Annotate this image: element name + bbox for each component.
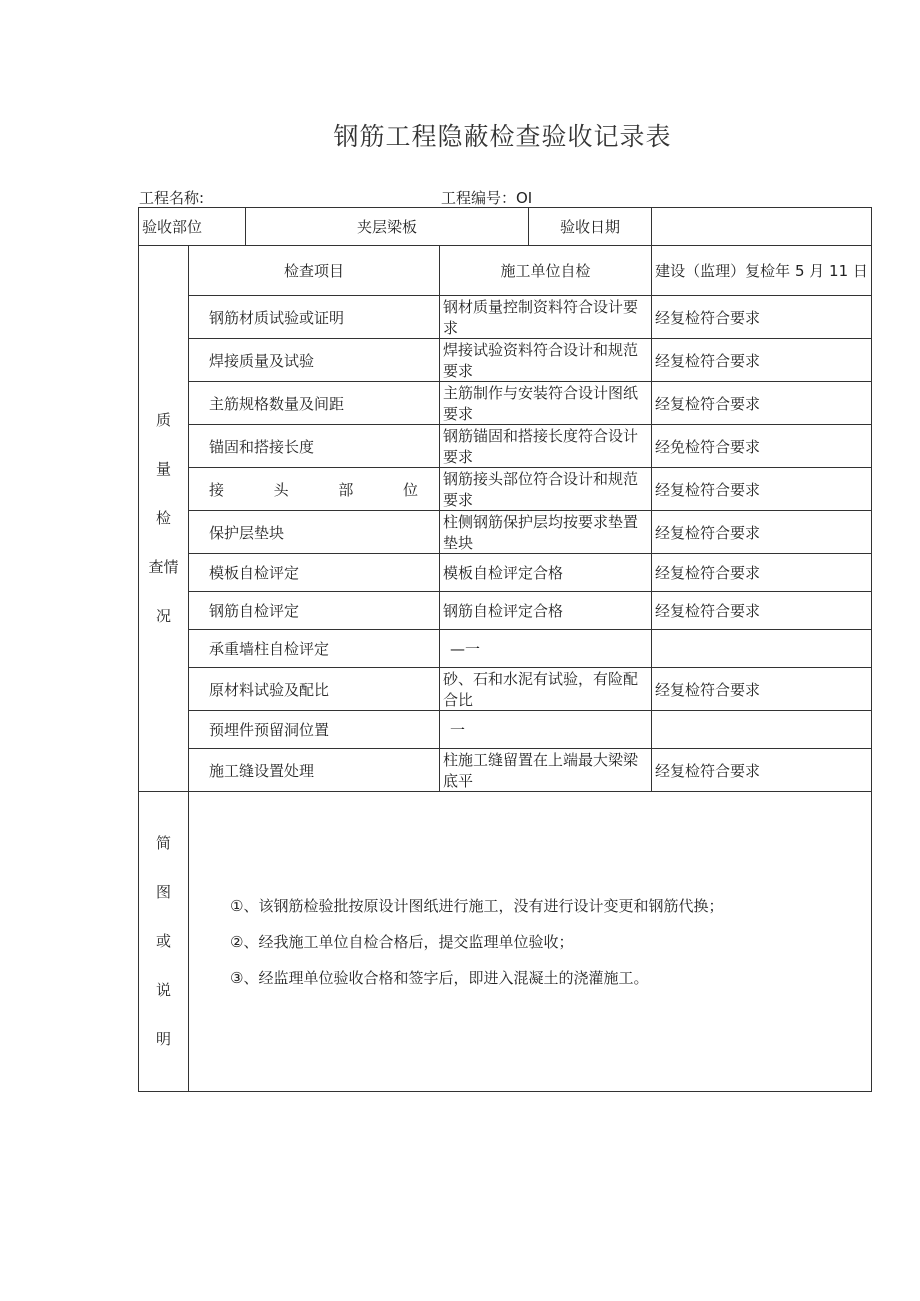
row-contractor: 柱侧钢筋保护层均按要求垫置垫块 xyxy=(440,511,652,554)
explain-label-char: 图 xyxy=(155,883,171,901)
row-contractor: 柱施工缝留置在上端最大梁梁底平 xyxy=(440,749,652,792)
quality-label-char: 检 xyxy=(155,509,171,527)
date-value xyxy=(652,208,872,246)
row-item: 钢筋自检评定 xyxy=(189,592,440,630)
explanation-row xyxy=(139,792,872,1092)
row-supervisor: 经复检符合要求 xyxy=(652,592,872,630)
column-contractor: 施工单位自检 xyxy=(440,246,652,296)
row-supervisor xyxy=(652,630,872,668)
row-supervisor: 经复检符合要求 xyxy=(652,554,872,592)
table-row xyxy=(139,511,872,554)
quality-label-char: 质 xyxy=(155,411,171,429)
row-contractor: 模板自检评定合格 xyxy=(440,554,652,592)
row-item: 预埋件预留洞位置 xyxy=(189,711,440,749)
spread-item-text xyxy=(209,479,436,500)
explain-label-char: 说 xyxy=(155,981,171,999)
row-supervisor: 经复检符合要求 xyxy=(652,668,872,711)
project-number-label: 工程编号：OI xyxy=(441,189,533,207)
note-line: ①、该钢筋检验批按原设计图纸进行施工，没有进行设计变更和钢筋代换； xyxy=(230,896,724,915)
explanation-notes xyxy=(189,792,872,1092)
header-row xyxy=(139,208,872,246)
spread-char: 接 xyxy=(209,480,225,499)
table-row xyxy=(139,554,872,592)
table-row xyxy=(139,592,872,630)
row-contractor: 钢筋锚固和搭接长度符合设计要求 xyxy=(440,425,652,468)
table-row xyxy=(139,711,872,749)
row-item: 模板自检评定 xyxy=(189,554,440,592)
row-contractor: 焊接试验资料符合设计和规范要求 xyxy=(440,339,652,382)
location-value: 夹层梁板 xyxy=(246,208,529,246)
explain-label-char: 或 xyxy=(155,932,171,950)
table-row xyxy=(139,630,872,668)
quality-label-char: 查情况 xyxy=(148,558,179,625)
column-header-row xyxy=(139,246,872,296)
row-contractor: 砂、石和水泥有试验，有险配合比 xyxy=(440,668,652,711)
row-contractor: —一 xyxy=(440,630,652,668)
spread-char: 部 xyxy=(338,480,354,499)
row-supervisor: 经复检符合要求 xyxy=(652,296,872,339)
table-row xyxy=(139,296,872,339)
row-item: 承重墙柱自检评定 xyxy=(189,630,440,668)
row-contractor: 一 xyxy=(440,711,652,749)
quality-check-label xyxy=(139,246,189,792)
page-title: 钢筋工程隐蔽检查验收记录表 xyxy=(333,122,672,151)
row-supervisor: 经复检符合要求 xyxy=(652,511,872,554)
column-supervisor: 建设（监理）复检年 5 月 11 日 xyxy=(652,246,872,296)
row-item: 焊接质量及试验 xyxy=(189,339,440,382)
row-supervisor: 经复检符合要求 xyxy=(652,749,872,792)
date-label: 验收日期 xyxy=(529,208,652,246)
row-item: 原材料试验及配比 xyxy=(189,668,440,711)
table-row xyxy=(139,425,872,468)
table-row xyxy=(139,668,872,711)
inspection-form-table xyxy=(138,207,872,1092)
spread-char: 位 xyxy=(402,480,418,499)
quality-label-char: 量 xyxy=(155,460,171,478)
row-contractor: 钢材质量控制资料符合设计要求 xyxy=(440,296,652,339)
row-contractor: 主筋制作与安装符合设计图纸要求 xyxy=(440,382,652,425)
location-label: 验收部位 xyxy=(139,208,246,246)
explanation-label xyxy=(139,792,189,1092)
row-item: 锚固和搭接长度 xyxy=(189,425,440,468)
project-name-label: 工程名称: xyxy=(139,189,205,207)
note-line: ③、经监理单位验收合格和签字后，即进入混凝土的浇灌施工。 xyxy=(230,968,649,987)
explain-label-char: 明 xyxy=(155,1030,171,1048)
row-contractor: 钢筋接头部位符合设计和规范要求 xyxy=(440,468,652,511)
row-item: 主筋规格数量及间距 xyxy=(189,382,440,425)
row-supervisor xyxy=(652,711,872,749)
row-supervisor: 经复检符合要求 xyxy=(652,339,872,382)
row-item: 钢筋材质试验或证明 xyxy=(189,296,440,339)
table-row xyxy=(139,339,872,382)
table-row xyxy=(139,749,872,792)
note-line: ②、经我施工单位自检合格后，提交监理单位验收； xyxy=(230,932,574,951)
explain-label-char: 简 xyxy=(155,834,171,852)
row-supervisor: 经复检符合要求 xyxy=(652,382,872,425)
row-item: 施工缝设置处理 xyxy=(189,749,440,792)
spread-char: 头 xyxy=(273,480,289,499)
table-row xyxy=(139,382,872,425)
row-supervisor: 经免检符合要求 xyxy=(652,425,872,468)
row-supervisor: 经复检符合要求 xyxy=(652,468,872,511)
row-item: 保护层垫块 xyxy=(189,511,440,554)
table-row xyxy=(139,468,872,511)
row-contractor: 钢筋自检评定合格 xyxy=(440,592,652,630)
row-item-spread xyxy=(189,468,440,511)
column-item: 检查项目 xyxy=(189,246,440,296)
